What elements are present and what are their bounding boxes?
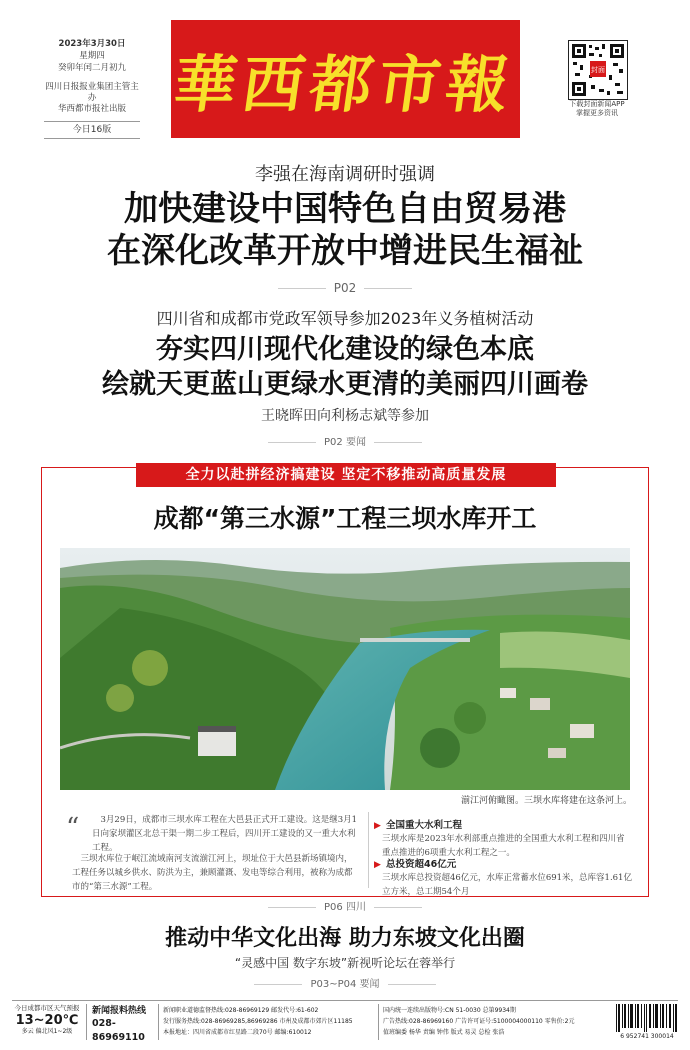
side-title-2: 总投资超46亿元 <box>386 859 457 870</box>
date-block <box>44 38 140 139</box>
story3-subline: “灵感中国 数字东坡”新视听论坛在蓉举行 <box>234 956 456 970</box>
masthead-title: 華西都市報 <box>169 47 520 121</box>
footer-divider <box>158 1004 159 1040</box>
temperature: 13~20℃ <box>15 1013 79 1028</box>
column-divider <box>368 812 369 888</box>
footer-info-6: 值班编委 杨华 责编 钟伟 版式 易灵 总检 张浩 <box>383 1029 505 1036</box>
footer-info-right <box>383 1005 611 1038</box>
story2-headline-1[interactable]: 夯实四川现代化建设的绿色本底 <box>156 334 534 365</box>
qr-badge: 封面 <box>591 66 605 74</box>
story2-kicker: 四川省和成都市党政军领导参加2023年义务植树活动 <box>156 309 534 328</box>
qr-caption-line-1: 下载封面新闻APP <box>569 100 625 108</box>
weather-label: 今日成都市区天气预报 <box>14 1004 80 1012</box>
footer-divider <box>86 1004 87 1040</box>
weather-desc: 多云 偏北风1~2级 <box>21 1028 73 1035</box>
footer-info-1: 新闻职业道德监督热线:028-86969129 邮发代号:61-602 <box>163 1007 319 1014</box>
feature-pageref[interactable]: P06 四川 <box>0 898 690 913</box>
qr-code-icon[interactable] <box>568 40 628 100</box>
side-text-1: 三坝水库是2023年水利部重点推进的全国重大水利工程和四川省重点推进的6项重大水利工程之一。 <box>382 834 625 858</box>
story1-headline-1[interactable]: 加快建设中国特色自由贸易港 <box>124 189 566 229</box>
story2-subline: 王晓晖田向利杨志斌等参加 <box>261 408 429 424</box>
feature-para-2: 三坝水库位于岷江流域南河支流湔江河上，坝址位于大邑县新场镇境内，工程任务以城乡供水、防洪为主，兼顾灌溉、发电等综合利用，被称为成都市的“第三水源”工程。 <box>72 854 353 892</box>
qr-caption-line-2: 掌握更多资讯 <box>576 109 618 117</box>
story2-headline-2[interactable]: 绘就天更蓝山更绿水更清的美丽四川画卷 <box>102 369 588 400</box>
footer-info-5: 广告热线:028-86969160 广告许可证号:5100004000110 零售价:2元 <box>383 1018 575 1025</box>
triangle-bullet-icon: ▶ <box>374 860 381 870</box>
hotline-number[interactable]: 028-86969110 <box>92 1018 145 1043</box>
hotline-block <box>92 1005 156 1045</box>
triangle-bullet-icon: ▶ <box>374 821 381 831</box>
footer-info-3: 本报地址：四川省成都市红星路二段70号 邮编:610012 <box>163 1029 312 1036</box>
reservoir-aerial-photo <box>60 548 630 790</box>
barcode-number: 6 952741 300014 <box>620 1033 674 1040</box>
pages-today: 今日16版 <box>44 121 140 139</box>
story1-headline-2[interactable]: 在深化改革开放中增进民生福祉 <box>107 231 583 271</box>
footer-info-2: 发行服务热线:028-86969285,86969286 市州及成都市郊片区11185 <box>163 1018 353 1025</box>
story1-pageref[interactable]: P02 <box>0 281 690 295</box>
feature-headline[interactable]: 成都“第三水源”工程三坝水库开工 <box>153 504 537 533</box>
lunar-date: 癸卯年闰二月初九 <box>57 63 126 73</box>
footer-info-left <box>163 1005 375 1038</box>
feature-para-1: 3月29日，成都市三坝水库工程在大邑县正式开工建设。这是继3月1日向家坝灌区北总干渠一期二步工程后，四川开工建设的又一重大水利工程。 <box>92 815 358 853</box>
footer-divider <box>378 1004 379 1040</box>
story1-kicker: 李强在海南调研时强调 <box>255 164 435 185</box>
qr-caption <box>556 100 638 118</box>
footer-info-4: 国内统一连续出版物号:CN 51-0030 总第9934期 <box>383 1007 516 1014</box>
issue-date: 2023年3月30日 <box>58 39 126 49</box>
issue-weekday: 星期四 <box>79 51 105 61</box>
side-title-1: 全国重大水利工程 <box>386 820 463 831</box>
masthead-logo <box>171 20 520 138</box>
barcode-icon <box>614 1004 680 1032</box>
publisher-line-1: 四川日报报业集团主管主办 <box>45 82 139 103</box>
story2-pageref[interactable]: P02 要闻 <box>0 433 690 448</box>
photo-caption: 湔江河俯瞰图。三坝水库将建在这条河上。 <box>460 796 632 806</box>
side-text-2: 三坝水库总投资超46亿元，水库正常蓄水位691米，总库容1.61亿立方米，总工期54个月 <box>382 873 632 897</box>
quote-mark-icon: “ <box>66 813 80 843</box>
story3-headline[interactable]: 推动中华文化出海 助力东坡文化出圈 <box>165 926 525 951</box>
sidebar-item-2 <box>374 852 632 899</box>
story3-pageref[interactable]: P03~P04 要闻 <box>0 975 690 990</box>
publisher-line-2: 华西都市报社出版 <box>57 104 126 114</box>
weather-block <box>14 1004 80 1036</box>
feature-banner: 全力以赴拼经济搞建设 坚定不移推动高质量发展 <box>136 463 556 487</box>
hotline-label: 新闻报料热线 <box>92 1006 147 1016</box>
